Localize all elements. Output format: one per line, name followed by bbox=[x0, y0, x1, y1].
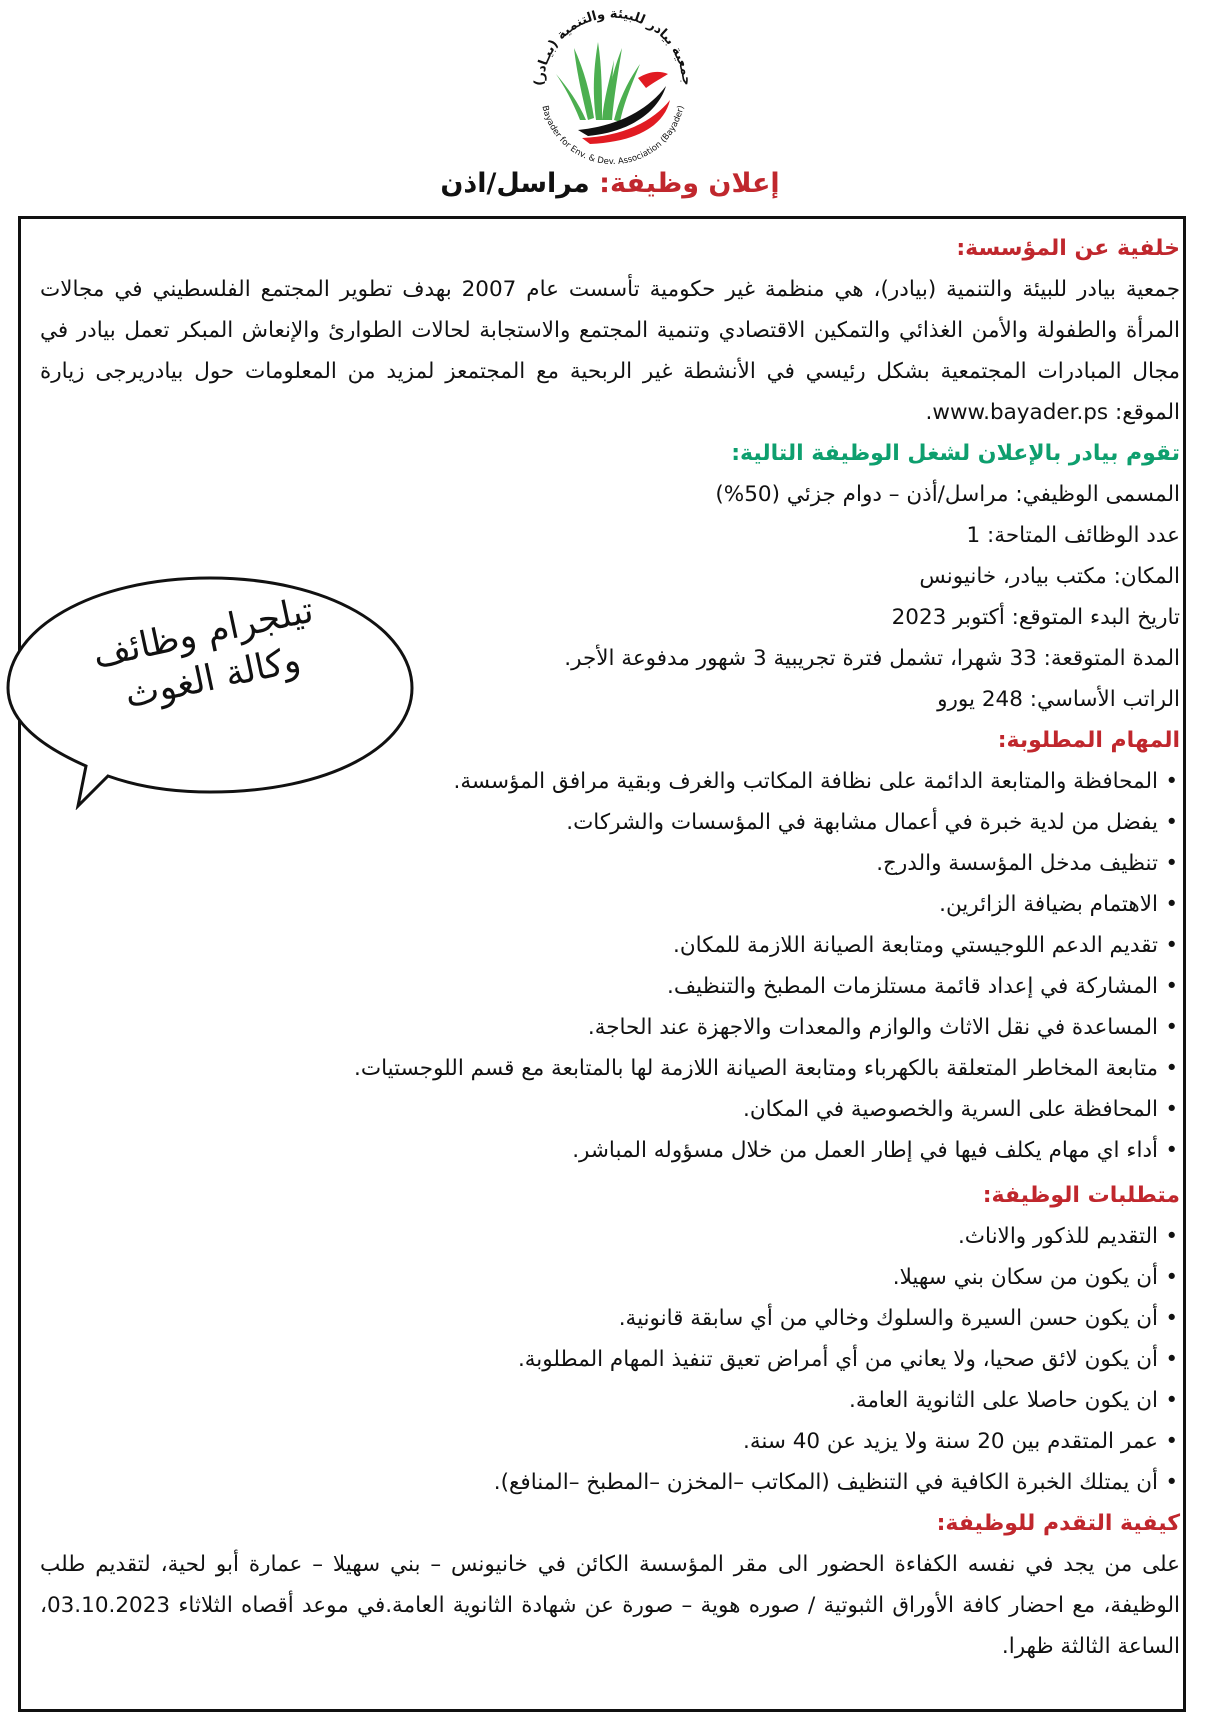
announce-heading: تقوم بيادر بالإعلان لشغل الوظيفة التالية: bbox=[731, 441, 1180, 466]
list-item: • ان يكون حاصلا على الثانوية العامة. bbox=[40, 1380, 1180, 1421]
apply-paragraph: على من يجد في نفسه الكفاءة الحضور الى مقر المؤسسة الكائن في خانيونس – بني سهيلا – عمارة أبو لحية، لتقديم طلب الوظيفة، مع احضار كافة الأوراق الثبوتية / صوره هوية – صورة عن شهادة الثانوية العامة.في موعد أقصاه الثلاثاء 03.10.2023، الساعة الثالثة ظهرا. bbox=[40, 1552, 1180, 1659]
list-item: • أن يكون لائق صحيا، ولا يعاني من أي أمراض تعيق تنفيذ المهام المطلوبة. bbox=[40, 1339, 1180, 1380]
list-item: • المحافظة والمتابعة الدائمة على نظافة المكاتب والغرف وبقية مرافق المؤسسة. bbox=[40, 761, 1180, 802]
duration-line: المدة المتوقعة: 33 شهرا، تشمل فترة تجريبية 3 شهور مدفوعة الأجر. bbox=[564, 646, 1180, 671]
logo-english-text: Bayader for Env. & Dev. Association (Bayader) bbox=[539, 104, 687, 168]
list-item: • متابعة المخاطر المتعلقة بالكهرباء ومتابعة الصيانة اللازمة لها بالمتابعة مع قسم اللوجستيات. bbox=[40, 1048, 1180, 1089]
list-item: • أن يكون من سكان بني سهيلا. bbox=[40, 1257, 1180, 1298]
tasks-list bbox=[40, 761, 1180, 1171]
list-item: • الاهتمام بضيافة الزائرين. bbox=[40, 884, 1180, 925]
vacancies-line: عدد الوظائف المتاحة: 1 bbox=[966, 523, 1180, 548]
list-item: • تقديم الدعم اللوجيستي ومتابعة الصيانة اللازمة للمكان. bbox=[40, 925, 1180, 966]
requirements-heading: متطلبات الوظيفة: bbox=[982, 1183, 1180, 1208]
page-title bbox=[0, 168, 1220, 199]
logo-arabic-text: جمعية بيادر للبيئة والتنمية (بيـادر) bbox=[531, 8, 695, 87]
list-item: • أن يكون حسن السيرة والسلوك وخالي من أي سابقة قانونية. bbox=[40, 1298, 1180, 1339]
title-label: إعلان وظيفة bbox=[609, 168, 780, 199]
list-item: • التقديم للذكور والاناث. bbox=[40, 1216, 1180, 1257]
start-date-line: تاريخ البدء المتوقع: أكتوبر 2023 bbox=[891, 605, 1180, 630]
title-separator: : bbox=[599, 168, 610, 199]
apply-heading: كيفية التقدم للوظيفة: bbox=[936, 1511, 1180, 1536]
title-value: مراسل/اذن bbox=[440, 168, 590, 199]
list-item: • تنظيف مدخل المؤسسة والدرج. bbox=[40, 843, 1180, 884]
list-item: • يفضل من لدية خبرة في أعمال مشابهة في المؤسسات والشركات. bbox=[40, 802, 1180, 843]
svg-text:جمعية بيادر للبيئة والتنمية (ب bbox=[532, 8, 694, 86]
list-item: • المشاركة في إعداد قائمة مستلزمات المطبخ والتنظيف. bbox=[40, 966, 1180, 1007]
list-item: • المحافظة على السرية والخصوصية في المكان. bbox=[40, 1089, 1180, 1130]
location-line: المكان: مكتب بيادر، خانيونس bbox=[919, 564, 1180, 589]
list-item: • المساعدة في نقل الاثاث والوازم والمعدات والاجهزة عند الحاجة. bbox=[40, 1007, 1180, 1048]
bubble-text: تيلجرام وظائف وكالة الغوث bbox=[89, 589, 317, 717]
announcement-body bbox=[40, 228, 1180, 1667]
background-paragraph: جمعية بيادر للبيئة والتنمية (بيادر)، هي منظمة غير حكومية تأسست عام 2007 بهدف تطوير المجتمع الفلسطيني في مجالات المرأة والطفولة والأمن الغذائي والتمكين الاقتصادي وتنمية المجتمع والاستجابة لحالات الطوارئ والإنعاش المبكر تعمل بيادر في مجال المبادرات المجتمعية بشكل رئيسي في الأنشطة غير الربحية مع المجتمعز لمزيد من المعلومات حول بيادريرجى زيارة الموقع: www.bayader.ps. bbox=[40, 277, 1180, 425]
background-heading: خلفية عن المؤسسة: bbox=[956, 236, 1180, 261]
list-item: • أداء اي مهام يكلف فيها في إطار العمل من خلال مسؤوله المباشر. bbox=[40, 1130, 1180, 1171]
list-item: • أن يمتلك الخبرة الكافية في التنظيف (المكاتب –المخزن –المطبخ –المنافع). bbox=[40, 1462, 1180, 1503]
organization-logo bbox=[518, 8, 708, 174]
salary-line: الراتب الأساسي: 248 يورو bbox=[937, 687, 1180, 712]
logo-emblem bbox=[518, 8, 708, 174]
job-title-line: المسمى الوظيفي: مراسل/أذن – دوام جزئي (50%) bbox=[715, 482, 1180, 507]
list-item: • عمر المتقدم بين 20 سنة ولا يزيد عن 40 سنة. bbox=[40, 1421, 1180, 1462]
requirements-list bbox=[40, 1216, 1180, 1503]
tasks-heading: المهام المطلوبة: bbox=[997, 728, 1180, 753]
